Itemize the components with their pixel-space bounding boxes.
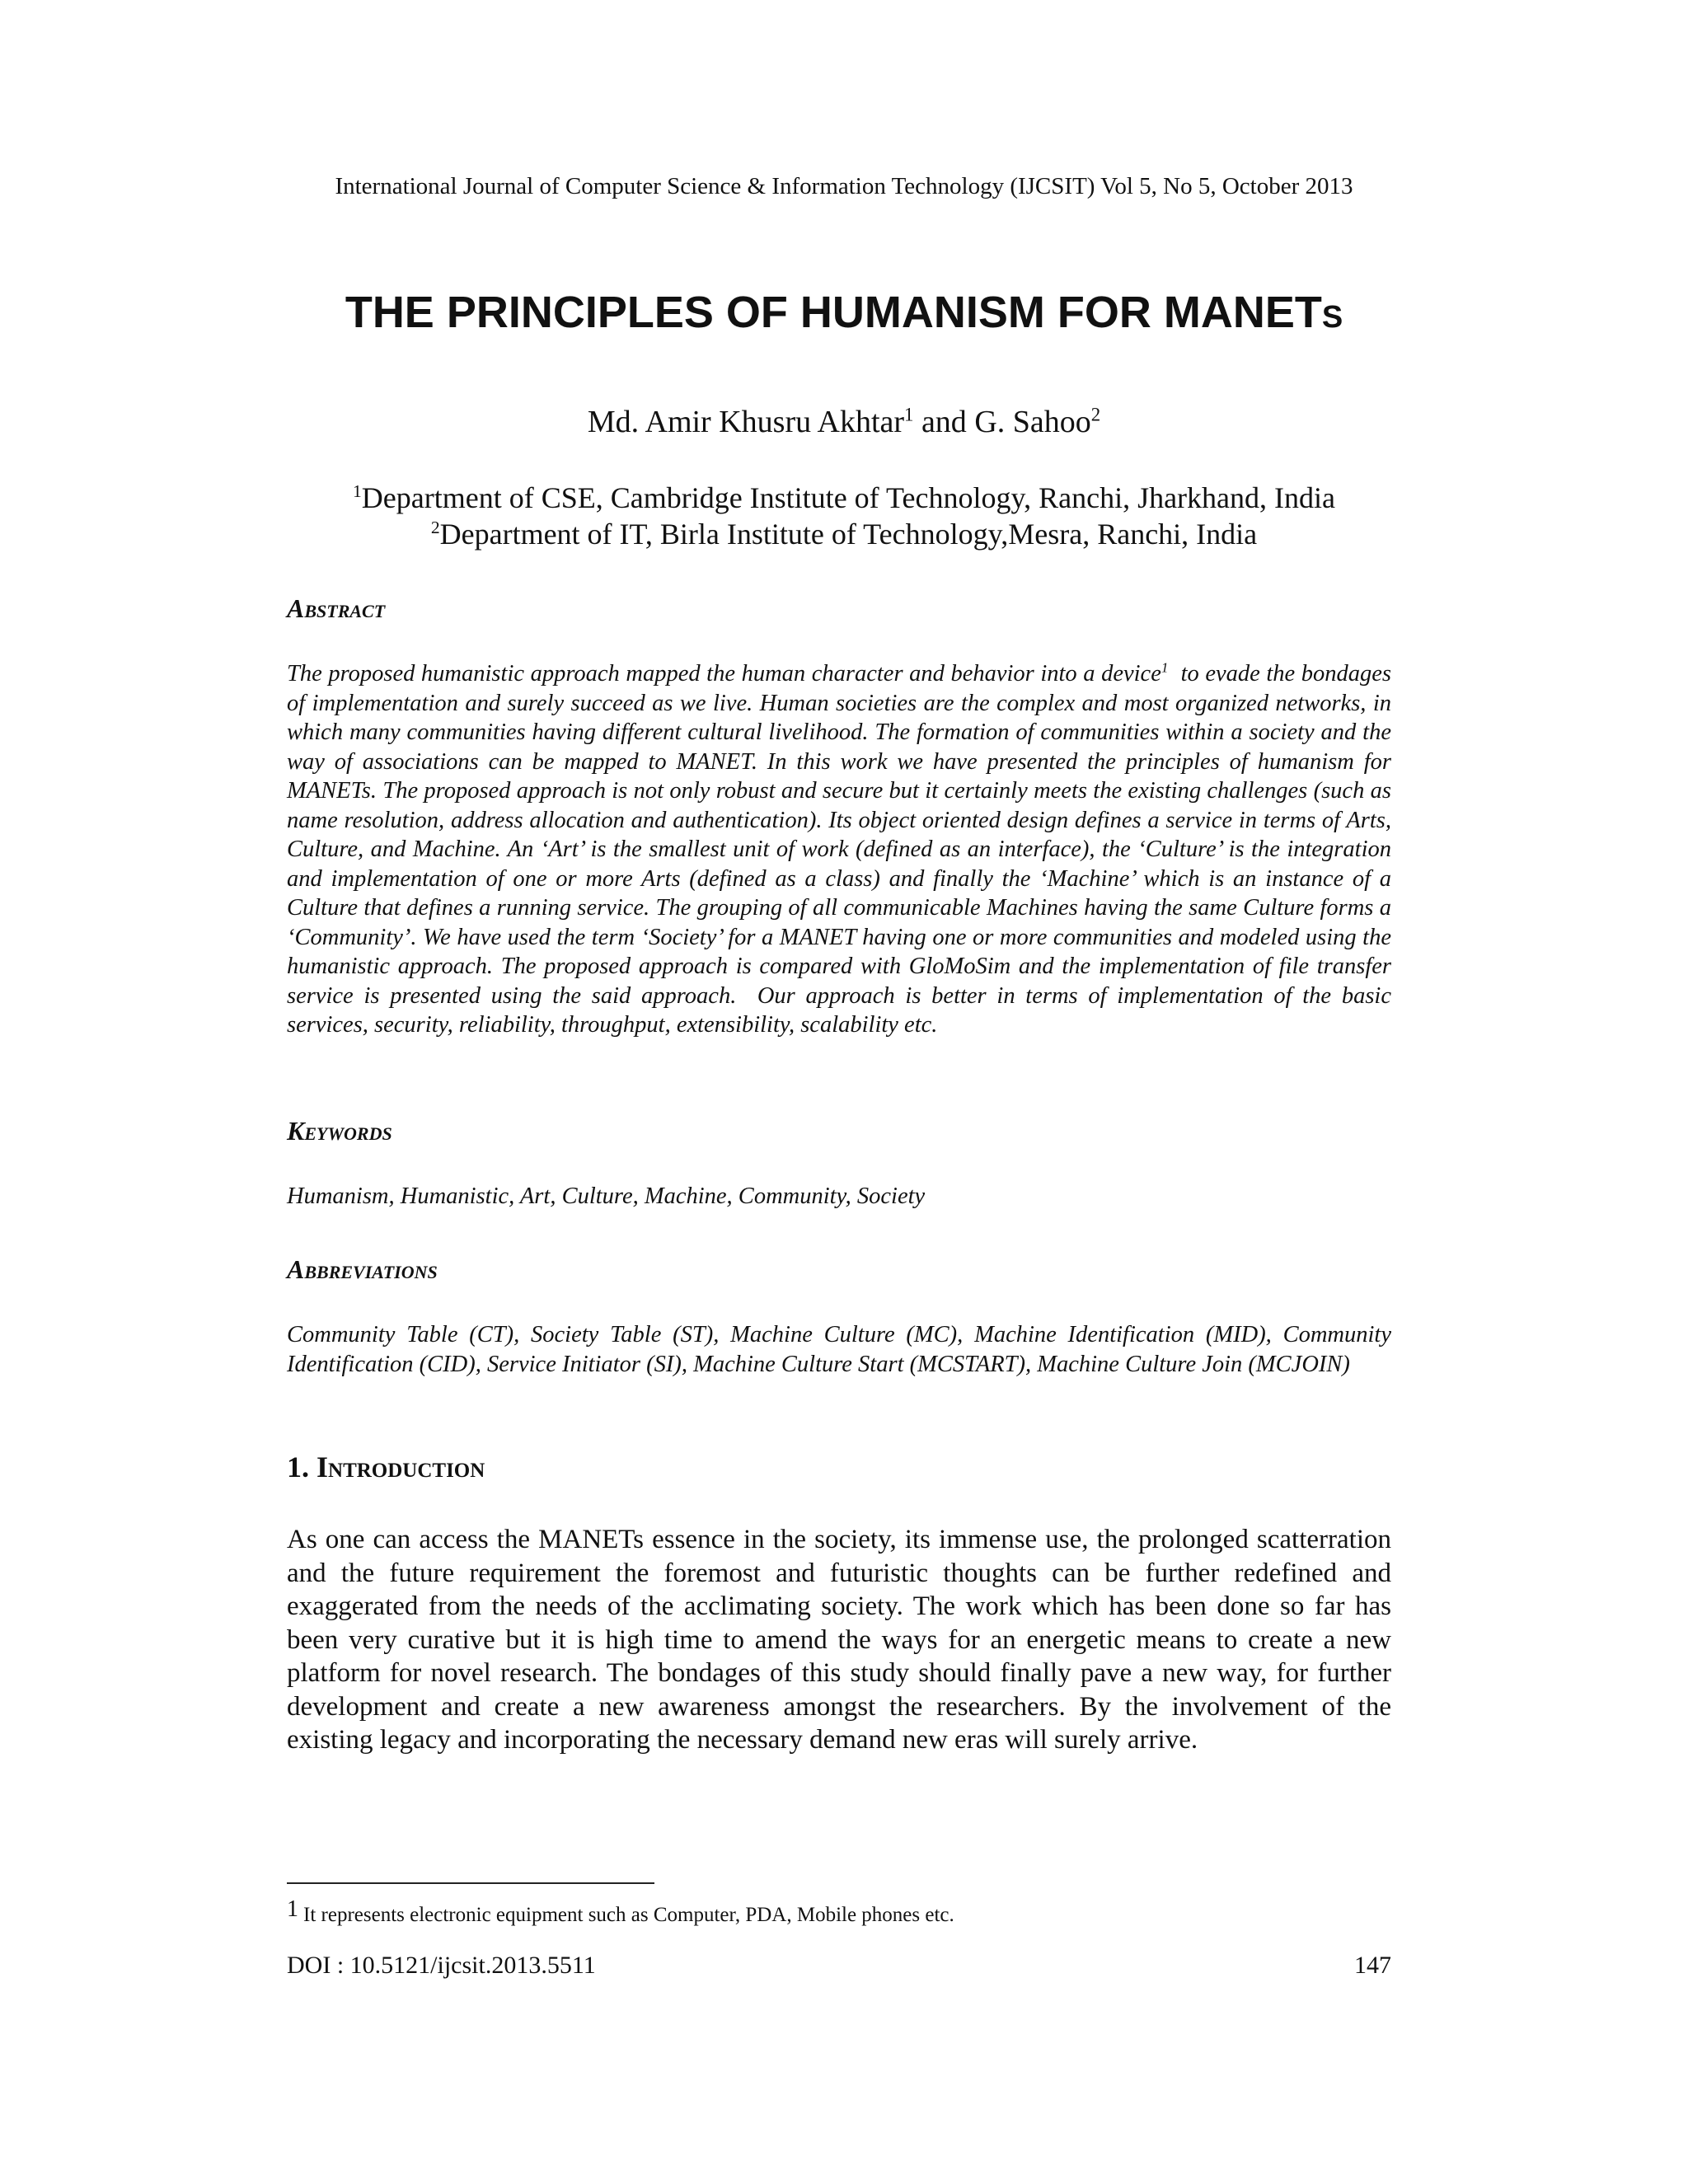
author-2-affiliation-mark: 2 xyxy=(1090,404,1101,425)
paper-title xyxy=(0,284,1688,341)
footnote-text: It represents electronic equipment such as Computer, PDA, Mobile phones etc. xyxy=(303,1904,954,1926)
affiliation-2 xyxy=(0,516,1688,552)
author-1: Md. Amir Khusru Akhtar xyxy=(587,405,905,439)
abstract-footnote-mark[interactable]: 1 xyxy=(1160,659,1169,676)
footnote xyxy=(287,1896,1391,1929)
affiliation-2-mark: 2 xyxy=(430,518,440,537)
doi-link[interactable]: DOI : 10.5121/ijcsit.2013.5511 xyxy=(287,1952,596,1979)
abstract-text-start: The proposed humanistic approach mapped the human character and behavior into a device xyxy=(287,661,1161,687)
affiliation-1 xyxy=(0,480,1688,516)
abstract-body xyxy=(287,659,1398,1040)
affiliation-2-text: Department of IT, Birla Institute of Technology,Mesra, Ranchi, India xyxy=(439,518,1258,551)
keywords-heading: Keywords xyxy=(287,1116,392,1146)
abstract-heading: Abstract xyxy=(287,593,386,623)
author-2: G. Sahoo xyxy=(974,405,1091,439)
introduction-heading: 1. Introduction xyxy=(287,1451,485,1483)
author-line xyxy=(0,402,1688,442)
paper-title-text: THE PRINCIPLES OF HUMANISM FOR MANETs xyxy=(345,288,1343,337)
page-number: 147 xyxy=(1354,1952,1391,1979)
author-conjunction: and xyxy=(913,405,975,439)
affiliation-1-text: Department of CSE, Cambridge Institute of Technology, Ranchi, Jharkhand, India xyxy=(361,481,1335,514)
author-1-affiliation-mark: 1 xyxy=(904,404,914,425)
abbreviations-body: Community Table (CT), Society Table (ST), Machine Culture (MC), Machine Identification (MID), Community Identification (CID), Service Initiator (SI), Machine Culture Start (MCSTART), Machine Culture Join (MCJOIN) xyxy=(287,1322,1391,1377)
abbreviations-heading: Abbreviations xyxy=(287,1254,438,1284)
footnote-mark: 1 xyxy=(287,1896,298,1922)
affiliation-1-mark: 1 xyxy=(352,481,362,501)
running-header: International Journal of Computer Science & Information Technology (IJCSIT) Vol 5, No 5, October 2013 xyxy=(335,173,1353,199)
keywords-body: Humanism, Humanistic, Art, Culture, Machine, Community, Society xyxy=(287,1183,926,1209)
footnote-divider xyxy=(287,1882,654,1884)
introduction-body: As one can access the MANETs essence in the society, its immense use, the prolonged scatterration and the future requirement the foremost and futuristic thoughts can be further redefined and exaggerated from the needs of the acclimating society. The work which has been done so far has been very curative but it is high time to amend the ways for an energetic means to create a new platform for novel research. The bondages of this study should finally pave a new way, for further development and create a new awareness amongst the researchers. By the involvement of the existing legacy and incorporating the necessary demand new eras will surely arrive. xyxy=(287,1525,1391,1755)
abstract-text-rest: to evade the bondages of implementation and surely succeed as we live. Human societies are the complex and most organized networks, in which many communities having different cultural livelihood. The formation of communities within a society and the way of associations can be mapped to MANET. In this work we have presented the principles of humanism for MANETs. The proposed approach is not only robust and secure but it certainly meets the existing challenges (such as name resolution, address allocation and authentication). Its object oriented design defines a service in terms of Arts, Culture, and Machine. An ‘Art’ is the smallest unit of work (defined as an interface), the ‘Culture’ is the integration and implementation of one or more Arts (defined as a class) and finally the ‘Machine’ which is an instance of a Culture that defines a running service. The grouping of all communicable Machines having the same Culture forms a ‘Community’. We have used the term ‘Society’ for a MANET having one or more communities and modeled using the humanistic approach. The proposed approach is compared with GloMoSim and the implementation of file transfer service is presented using the said approach. Our approach is better in terms of implementation of the basic services, security, reliability, throughput, extensibility, scalability etc. xyxy=(287,661,1398,1038)
